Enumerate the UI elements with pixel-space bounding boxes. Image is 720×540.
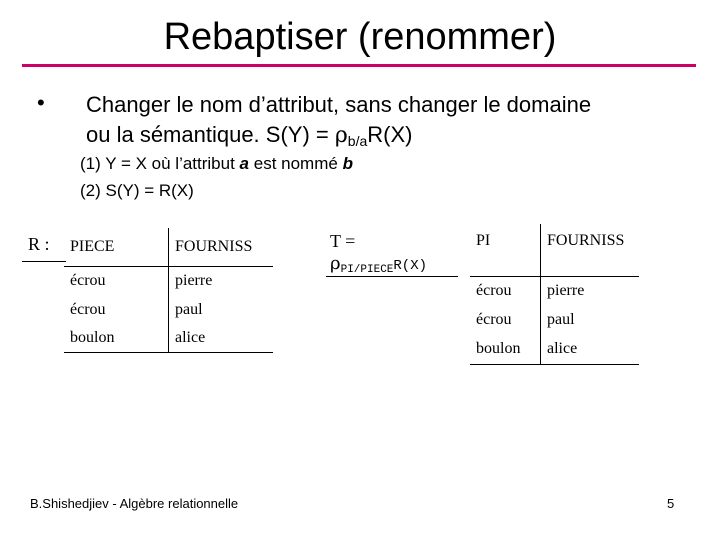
- rename-expression: [330, 230, 427, 281]
- table-cell: boulon: [470, 334, 541, 364]
- column-header: FOURNISS: [169, 228, 274, 266]
- sub-item-1-prefix: (1) Y = X où l’attribut: [80, 154, 240, 173]
- attribute-a: a: [239, 154, 250, 173]
- sub-item-1-mid: est nommé: [249, 154, 343, 173]
- table-row: [64, 324, 273, 352]
- table-cell: paul: [169, 296, 274, 324]
- table-cell: écrou: [70, 301, 106, 318]
- relation-t-table: [470, 224, 639, 365]
- column-header: PI: [470, 224, 541, 276]
- slide-title: Rebaptiser (renommer): [163, 16, 557, 58]
- bullet-text: [86, 90, 686, 156]
- relation-r-label-underline: [22, 261, 66, 262]
- bullet-marker: •: [37, 90, 45, 115]
- column-header: FOURNISS: [541, 224, 640, 276]
- expression-line-1: T =: [330, 231, 356, 251]
- page-number: 5: [667, 496, 675, 511]
- table-cell: boulon: [64, 324, 169, 352]
- title-divider: [22, 64, 696, 67]
- table-cell: pierre: [169, 266, 274, 296]
- bullet-line-2-prefix: ou la sémantique. S(Y) =: [86, 122, 335, 147]
- table-cell: alice: [541, 334, 640, 364]
- table-cell: écrou: [70, 272, 106, 290]
- table-row: [470, 306, 639, 334]
- expression-underline: [326, 276, 458, 277]
- table-row: [64, 296, 273, 324]
- table-row: [470, 276, 639, 306]
- relation-r-table: [64, 228, 273, 353]
- table-cell: pierre: [541, 276, 640, 306]
- bullet-line-2: [86, 120, 686, 156]
- expression-rest: R(X): [393, 258, 428, 274]
- table-cell: écrou: [476, 311, 512, 328]
- relation-r-label: R :: [28, 234, 50, 254]
- rename-subscript: b/a: [347, 133, 368, 149]
- footer-author: B.Shishedjiev - Algèbre relationnelle: [30, 496, 239, 511]
- bullet-line-2-suffix: R(X): [367, 122, 413, 147]
- table-cell: écrou: [476, 282, 512, 300]
- table-cell: paul: [541, 306, 640, 334]
- column-header: PIECE: [64, 228, 169, 266]
- table-row: [64, 266, 273, 296]
- rho-symbol: ρ: [334, 123, 348, 148]
- table-header-row: [470, 224, 639, 276]
- bullet-line-1: Changer le nom d’attribut, sans changer le domaine: [86, 92, 592, 117]
- table-row: [470, 334, 639, 364]
- rho-symbol: ρ: [330, 253, 341, 274]
- sub-item-2: (2) S(Y) = R(X): [80, 181, 194, 200]
- expression-subscript: PI/PIECE: [340, 264, 394, 276]
- table-header-row: [64, 228, 273, 266]
- table-cell: alice: [169, 324, 274, 352]
- attribute-b: b: [342, 154, 353, 173]
- sub-item-1: [80, 153, 353, 175]
